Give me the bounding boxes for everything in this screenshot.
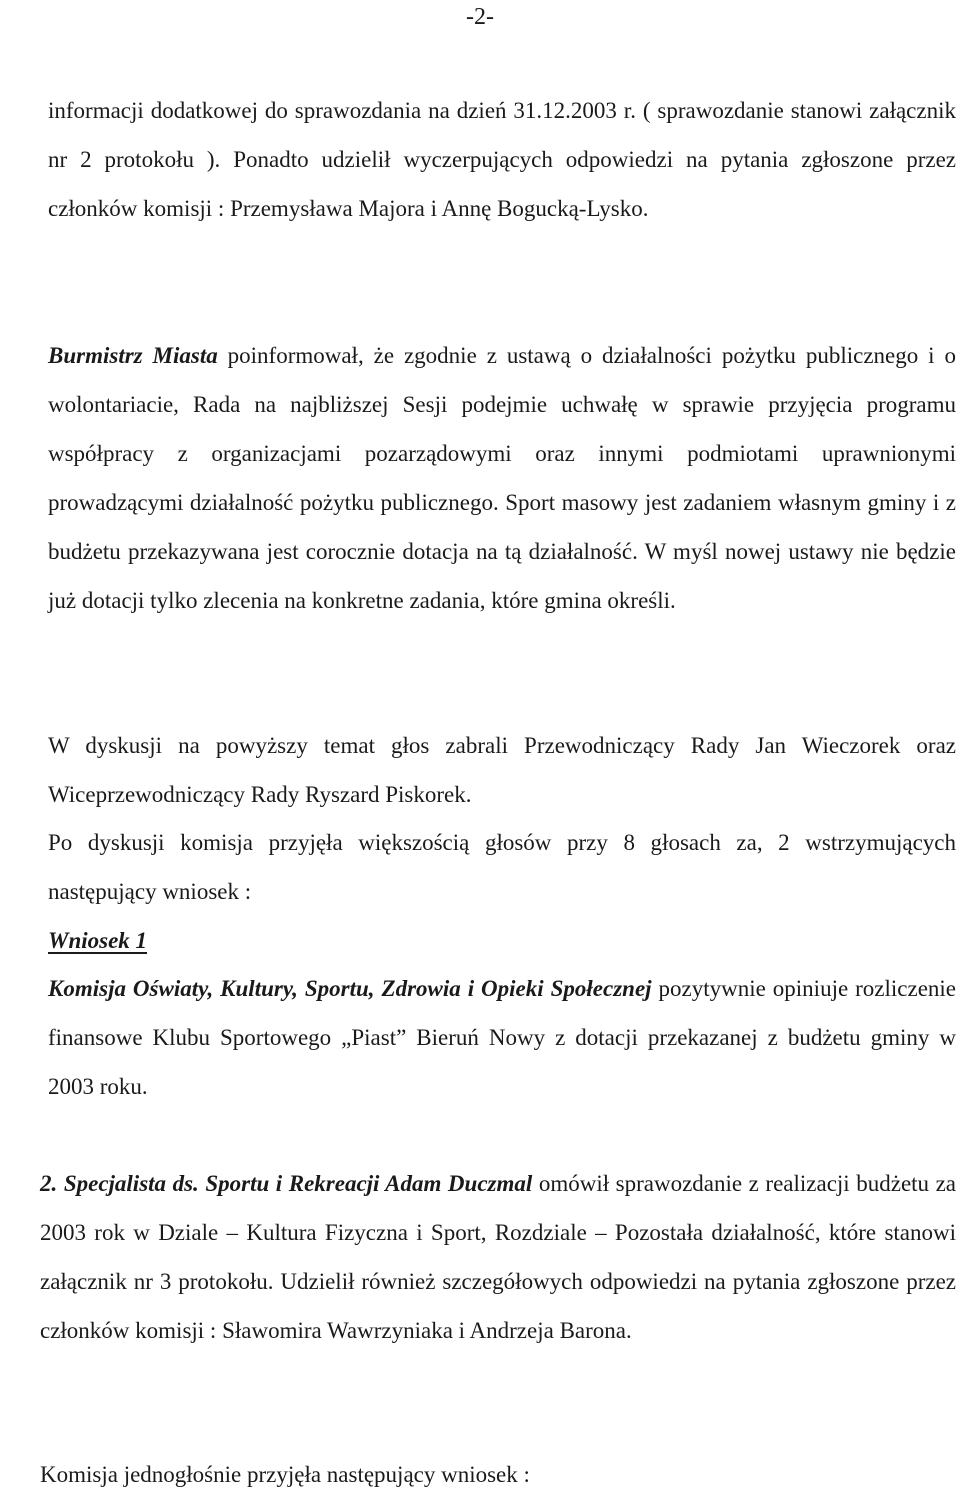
intro-paragraph: informacji dodatkowej do sprawozdania na dzień 31.12.2003 r. ( sprawozdanie stanowi załącznik nr 2 protokołu ). Ponadto udzielił wyczerpujących odpowiedzi na pytania zgłoszone przez członków komisji : Przemysława Majora i Annę Bogucką-Lysko. [48,98,956,221]
closing-paragraph: Komisja jednogłośnie przyjęła następujący wniosek : [40,1462,530,1487]
item2-speaker: Specjalista ds. Sportu i Rekreacji Adam Duczmal [63,1171,533,1196]
motion-heading: Wniosek 1 [48,928,148,953]
item2-number: 2. [40,1171,58,1196]
motion-text: pozytywnie opiniuje rozliczenie finansowe Klubu Sportowego „Piast” Bieruń Nowy z dotacji przekazanej z budżetu gminy w 2003 roku. [48,976,956,1099]
motion-paragraph [48,964,956,1111]
vote-paragraph: Po dyskusji komisja przyjęła większością głosów przy 8 głosach za, 2 wstrzymujących następujący wniosek : [48,830,956,904]
committee-name: Komisja Oświaty, Kultury, Sportu, Zdrowia i Opieki Społecznej [48,976,652,1001]
mayor-paragraph [48,331,956,625]
discussion-paragraph: W dyskusji na powyższy temat głos zabrali Przewodniczący Rady Jan Wieczorek oraz Wiceprzewodniczący Rady Ryszard Piskorek. [48,733,956,807]
mayor-speaker: Burmistrz Miasta [48,343,218,368]
item2-text: omówił sprawozdanie z realizacji budżetu za 2003 rok w Dziale – Kultura Fizyczna i Sport, Rozdziale – Pozostała działalność, które stanowi załącznik nr 3 protokołu. Udzielił również szczegółowych odpowiedzi na pytania zgłoszone przez członków komisji : Sławomira Wawrzyniaka i Andrzeja Barona. [40,1171,957,1343]
page-number: -2- [466,4,494,30]
mayor-text: poinformował, że zgodnie z ustawą o działalności pożytku publicznego i o wolontariacie, Rada na najbliższej Sesji podejmie uchwałę w sprawie przyjęcia programu współpracy z organizacjami pozarządowymi oraz innymi podmiotami uprawnionymi prowadzącymi działalność pożytku publicznego. Sport masowy jest zadaniem własnym gminy i z budżetu przekazywana jest corocznie dotacja na tą działalność. W myśl nowej ustawy nie będzie już dotacji tylko zlecenia na konkretne zadania, które gmina określi. [48,343,956,613]
item2-paragraph [40,1159,956,1355]
